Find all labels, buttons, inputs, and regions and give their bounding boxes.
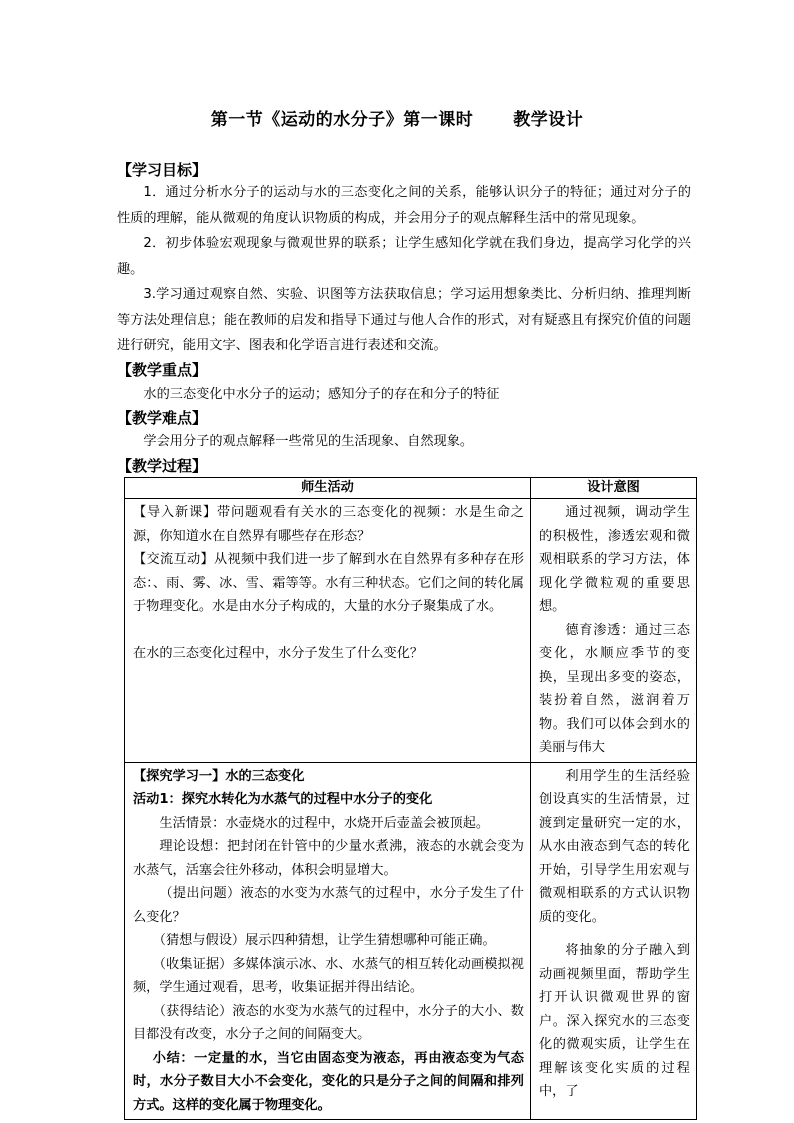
step-life-scene: 生活情景：水壶烧水的过程中，水烧开后壶盖会被顶起。 [159, 815, 490, 831]
step-conclusion: （获得结论）液态的水变为水蒸气的过程中，水分子的大小、数目都没有改变，水分子之间的间隔变大。 [133, 1003, 524, 1042]
step-hypothesis: （猜想与假设）展示四种猜想，让学生猜想哪种可能正确。 [152, 933, 496, 948]
moral-education-paragraph: 德育渗透：通过三态变化，水顺应季节的变换，呈现出多变的姿态，装扮着自然，滋润着万物。我们可以体会到水的美丽与伟大 [539, 622, 690, 755]
activity-cell [125, 762, 531, 1120]
activity-1-title: 活动1：探究水转化为水蒸气的过程中水分子的变化 [133, 792, 433, 807]
intent-cell [531, 762, 697, 1120]
table-row [125, 762, 697, 1120]
question-paragraph: 在水的三态变化过程中，水分子发生了什么变化？ [133, 646, 424, 661]
step-question: （提出问题）液态的水变为水蒸气的过程中，水分子发生了什么变化？ [133, 886, 524, 925]
header-design-intent: 设计意图 [531, 478, 697, 499]
page-title [0, 105, 794, 130]
key-points-text: 水的三态变化中水分子的运动；感知分子的存在和分子的特征 [143, 387, 500, 402]
objective-1: 1．通过分析水分子的运动与水的三态变化之间的关系，能够认识分子的特征；通过对分子的性质的理解，能从微观的角度认识物质的构成，并会用分子的观点解释生活中的常见现象。 [117, 185, 691, 226]
intent-paragraph: 利用学生的生活经验创设真实的生活情景，过渡到定量研究一定的水，从水由液态到气态的转化开始，引导学生用宏观与微观相联系的方式认识物质的变化。 [539, 768, 690, 925]
difficult-points-text: 学会用分子的观点解释一些常见的生活现象、自然现象。 [143, 434, 474, 449]
objectives-heading: 【学习目标】 [117, 161, 208, 179]
objective-3: 3.学习通过观察自然、实验、识图等方法获取信息；学习运用想象类比、分析归纳、推理判断等方法处理信息；能在教师的启发和指导下通过与他人合作的形式，对有疑惑且有探究价值的问题进行研究，能用文字、图表和化学语言进行表述和交流。 [117, 287, 691, 353]
inquiry-heading: 【探究学习一】 [133, 768, 226, 784]
title-tail: 教学设计 [513, 110, 584, 130]
activity-cell [125, 499, 531, 763]
inquiry-title: 水的三态变化 [225, 768, 305, 784]
interaction-paragraph: 【交流互动】从视频中我们进一步了解到水在自然界有多种存在形态：、雨、雾、冰、雪、霜等等。水有三种状态。它们之间的转化属于物理变化。水是由水分子构成的，大量的水分子聚集成了水。 [133, 552, 524, 614]
intent-paragraph: 通过视频，调动学生的积极性，渗透宏观和微观相联系的学习方法，体现化学微粒观的重要思想。 [539, 505, 690, 614]
step-theory: 理论设想：把封闭在针管中的少量水煮沸，液态的水就会变为水蒸气，活塞会往外移动，体积会明显增大。 [133, 839, 524, 878]
difficult-points-heading: 【教学难点】 [117, 409, 208, 427]
key-points-heading: 【教学重点】 [117, 361, 208, 379]
table-row [125, 499, 697, 763]
summary-paragraph: 小结：一定量的水，当它由固态变为液态，再由液态变为气态时，水分子数目大小不会变化，变化的只是分子之间的间隔和排列方式。这样的变化属于物理变化。 [133, 1050, 524, 1113]
teaching-process-heading: 【教学过程】 [117, 457, 208, 475]
objective-2: 2．初步体验宏观现象与微观世界的联系；让学生感知化学就在我们身边，提高学习化学的兴趣。 [117, 236, 691, 277]
lesson-table [124, 477, 697, 1120]
intent-cell [531, 499, 697, 763]
step-evidence: （收集证据）多媒体演示冰、水、水蒸气的相互转化动画模拟视频，学生通过观看，思考，收集证据并得出结论。 [133, 956, 524, 995]
intro-paragraph: 【导入新课】带问题观看有关水的三态变化的视频：水是生命之源，你知道水在自然界有哪些存在形态？ [133, 505, 524, 544]
header-teacher-student-activity: 师生活动 [125, 478, 531, 499]
title-main: 第一节《运动的水分子》第一课时 [210, 110, 474, 130]
intent-paragraph: 将抽象的分子融入到动画视频里面，帮助学生打开认识微观世界的窗户。深入探究水的三态变化的微观实质，让学生在理解该变化实质的过程中，了 [539, 943, 690, 1099]
table-header-row [125, 478, 697, 499]
